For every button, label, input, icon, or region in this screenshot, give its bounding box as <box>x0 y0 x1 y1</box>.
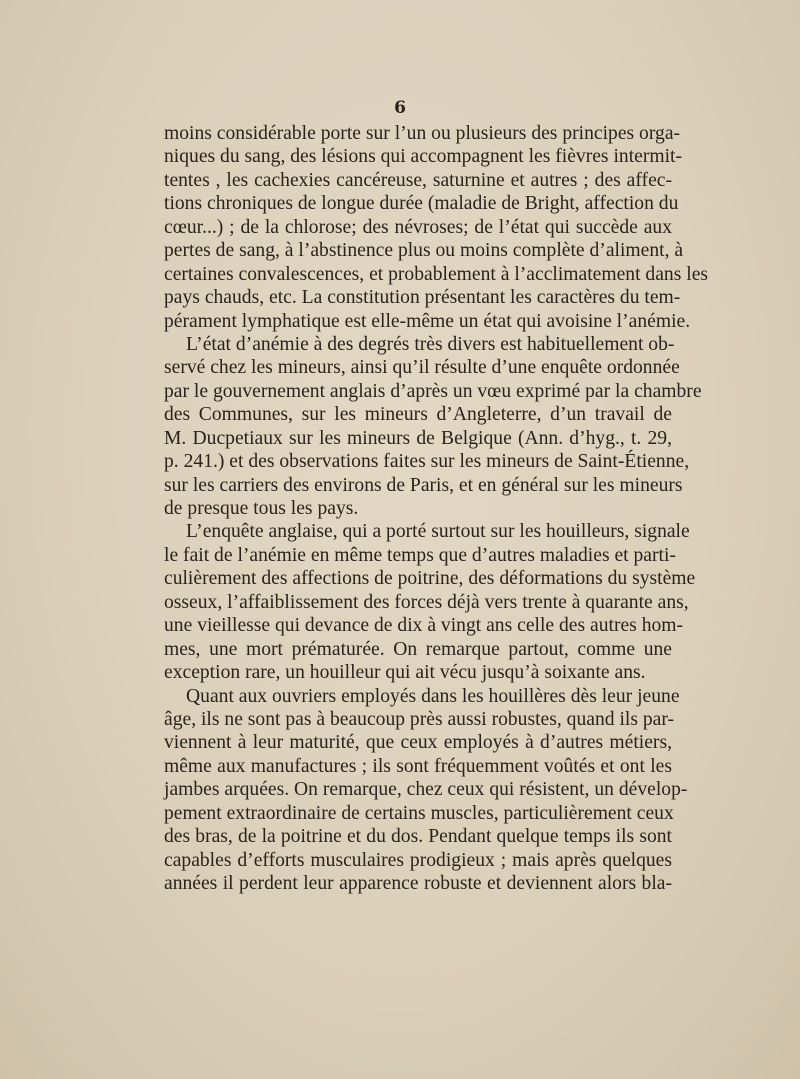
text-line: pement extraordinaire de certains muscles, particulièrement ceux <box>164 802 674 824</box>
page-number: 6 <box>394 98 406 118</box>
text-line: jambes arquées. On remarque, chez ceux qui résistent, un dévelop- <box>164 779 688 801</box>
text-line: viennent à leur maturité, que ceux employés à d’autres métiers, <box>164 732 672 754</box>
text-line: par le gouvernement anglais d’après un vœu exprimé par la chambre <box>164 380 702 402</box>
text-line: certaines convalescences, et probablement à l’acclimatement dans les <box>164 263 709 285</box>
text-line: le fait de l’anémie en même temps que d’autres maladies et parti- <box>164 544 676 566</box>
text-line: exception rare, un houilleur qui ait vécu jusqu’à soixante ans. <box>164 662 646 684</box>
text-line: niques du sang, des lésions qui accompagnent les fièvres intermit- <box>164 146 683 168</box>
text-line: pérament lymphatique est elle-même un état qui avoisine l’anémie. <box>164 310 691 332</box>
text-line: moins considérable porte sur l’un ou plusieurs des principes orga- <box>164 123 681 144</box>
text-line: une vieillesse qui devance de dix à vingt ans celle des autres hom- <box>164 615 684 637</box>
text-line: pertes de sang, à l’abstinence plus ou moins complète d’aliment, à <box>164 240 684 262</box>
text-line: années il perdent leur apparence robuste et deviennent alors bla- <box>164 873 672 894</box>
text-line: des bras, de la poitrine et du dos. Pendant quelque temps ils sont <box>164 826 672 848</box>
text-line: osseux, l’affaiblissement des forces déjà vers trente à quarante ans, <box>164 591 689 613</box>
text-line: tions chroniques de longue durée (maladie de Bright, affection du <box>164 193 679 215</box>
text-line: Quant aux ouvriers employés dans les houillères dès leur jeune <box>186 685 680 707</box>
text-line: sur les carriers des environs de Paris, et en général sur les mineurs <box>164 474 683 496</box>
text-line: L’état d’anémie à des degrés très divers est habituellement ob- <box>186 333 675 355</box>
text-line: de presque tous les pays. <box>164 498 359 519</box>
body-text <box>164 122 709 895</box>
text-line: M. Ducpetiaux sur les mineurs de Belgique (Ann. d’hyg., t. 29, <box>164 427 672 449</box>
text-line: p. 241.) et des observations faites sur les mineurs de Saint-Étienne, <box>164 451 690 473</box>
text-line: tentes , les cachexies cancéreuse, saturnine et autres ; des affec- <box>164 169 672 191</box>
text-line: pays chauds, etc. La constitution présentant les caractères du tem- <box>164 287 681 309</box>
text-line: servé chez les mineurs, ainsi qu’il résulte d’une enquête ordonnée <box>164 357 680 379</box>
text-line: même aux manufactures ; ils sont fréquemment voûtés et ont les <box>164 755 672 777</box>
text-line: L’enquête anglaise, qui a porté surtout sur les houilleurs, signale <box>186 521 690 543</box>
text-line: cœur...) ; de la chlorose; des névroses; de l’état qui succède aux <box>164 216 672 238</box>
text-line: culièrement des affections de poitrine, des déformations du système <box>164 568 696 590</box>
text-line: capables d’efforts musculaires prodigieux ; mais après quelques <box>164 849 672 871</box>
text-line: des Communes, sur les mineurs d’Angleterre, d’un travail de <box>164 404 672 426</box>
text-line: mes, une mort prématurée. On remarque partout, comme une <box>164 638 672 660</box>
text-line: âge, ils ne sont pas à beaucoup près aussi robustes, quand ils par- <box>164 708 675 730</box>
